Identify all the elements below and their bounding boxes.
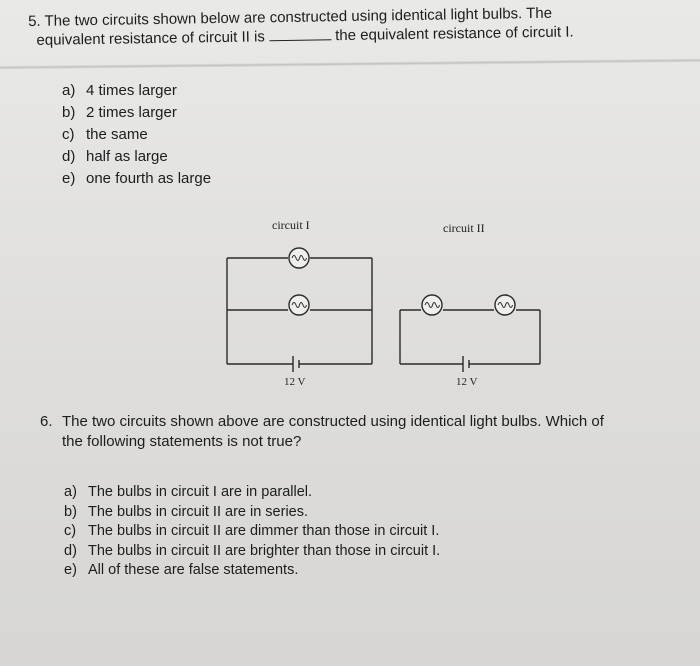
circuit-1-diagram	[227, 248, 372, 372]
question-5-choice-e: e) one fourth as large	[62, 170, 212, 187]
question-6-stem	[40, 412, 680, 452]
question-5-choice-c: c) the same	[62, 126, 148, 143]
question-5-line2-after: the equivalent resistance of circuit I.	[335, 23, 574, 45]
circuit-2-label: circuit II	[443, 221, 485, 235]
question-5-line1: The two circuits shown below are constructed using identical light bulbs. The	[44, 4, 553, 30]
question-6-choice-c: c) The bulbs in circuit II are dimmer than those in circuit I.	[64, 523, 440, 539]
question-6-line2: the following statements is not true?	[62, 433, 302, 450]
question-5-choice-a: a) 4 times larger	[62, 82, 177, 99]
circuit-2-voltage: 12 V	[456, 376, 478, 388]
question-6-choice-e: e) All of these are false statements.	[64, 562, 299, 578]
circuit-1-label: circuit I	[272, 218, 310, 232]
question-5-choice-d: d) half as large	[62, 148, 168, 165]
circuit-2-diagram	[400, 295, 540, 372]
question-6-line1: The two circuits shown above are constructed using identical light bulbs. Which of	[62, 413, 604, 430]
question-5-choice-b: b) 2 times larger	[62, 104, 177, 121]
question-6-choices	[64, 483, 440, 581]
question-5-line2-before: equivalent resistance of circuit II is	[36, 28, 265, 49]
question-5-number: 5.	[28, 12, 41, 30]
question-6-choice-d: d) The bulbs in circuit II are brighter than those in circuit I.	[64, 542, 441, 559]
circuit-1-voltage: 12 V	[284, 376, 306, 388]
question-6-choice-b: b) The bulbs in circuit II are in series.	[64, 503, 309, 520]
question-6-number: 6.	[40, 413, 53, 430]
question-6-choice-a: a) The bulbs in circuit I are in parallel.	[64, 484, 313, 500]
